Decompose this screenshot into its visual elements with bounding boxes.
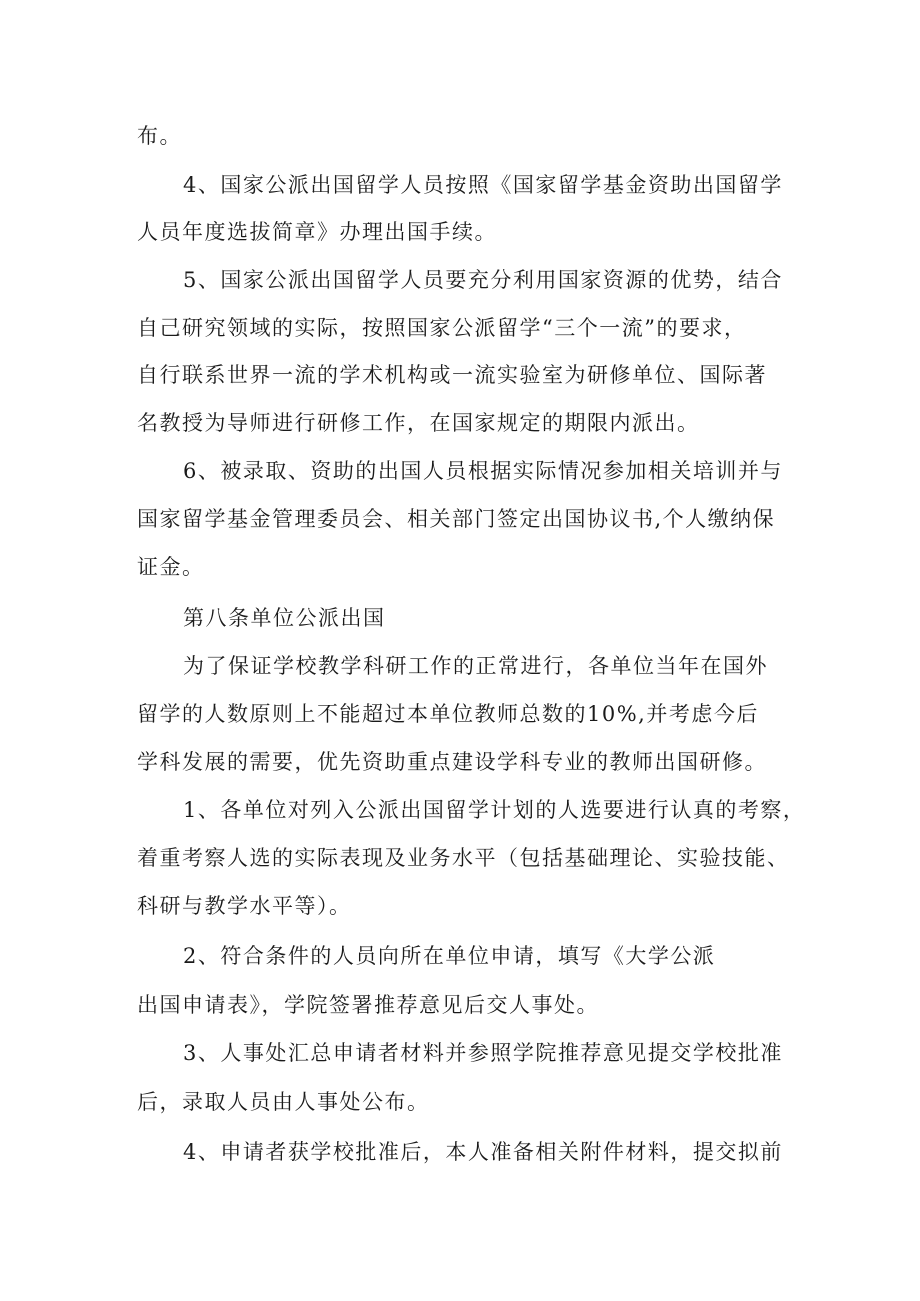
text-line: 3、人事处汇总申请者材料并参照学院推荐意见提交学校批准 — [183, 1041, 783, 1065]
text-line: 学科发展的需要，优先资助重点建设学科专业的教师出国研修。 — [137, 750, 767, 774]
text-line: 4、申请者获学校批准后，本人准备相关附件材料，提交拟前 — [183, 1140, 783, 1164]
text-line: 留学的人数原则上不能超过本单位教师总数的10%,并考虑今后 — [137, 702, 759, 726]
text-line: 4、国家公派出国留学人员按照《国家留学基金资助出国留学 — [183, 173, 783, 197]
section-heading: 第八条单位公派出国 — [183, 606, 386, 630]
text-line: 着重考察人选的实际表现及业务水平（包括基础理论、实验技能、 — [137, 846, 790, 870]
text-line: 布。 — [137, 124, 182, 148]
text-line: 为了保证学校教学科研工作的正常进行，各单位当年在国外 — [183, 654, 768, 678]
text-line: 国家留学基金管理委员会、相关部门签定出国协议书,个人缴纳保 — [137, 507, 776, 531]
text-line: 自己研究领域的实际，按照国家公派留学“三个一流”的要求， — [137, 316, 747, 340]
text-line: 科研与教学水平等）。 — [137, 894, 352, 918]
text-line: 自行联系世界一流的学术机构或一流实验室为研修单位、国际著 — [137, 363, 767, 387]
text-line: 1、各单位对列入公派出国留学计划的人选要进行认真的考察， — [183, 798, 806, 822]
text-line: 证金。 — [137, 555, 205, 579]
text-line: 6、被录取、资助的出国人员根据实际情况参加相关培训并与 — [183, 459, 783, 483]
text-line: 出国申请表》，学院签署推荐意见后交人事处。 — [137, 993, 599, 1017]
text-line: 2、符合条件的人员向所在单位申请，填写《大学公派 — [183, 944, 716, 968]
text-line: 后，录取人员由人事处公布。 — [137, 1090, 430, 1114]
text-line: 人员年度选拔简章》办理出国手续。 — [137, 220, 497, 244]
text-line: 名教授为导师进行研修工作，在国家规定的期限内派出。 — [137, 411, 700, 435]
text-line: 5、国家公派出国留学人员要充分利用国家资源的优势，结合 — [183, 268, 783, 292]
